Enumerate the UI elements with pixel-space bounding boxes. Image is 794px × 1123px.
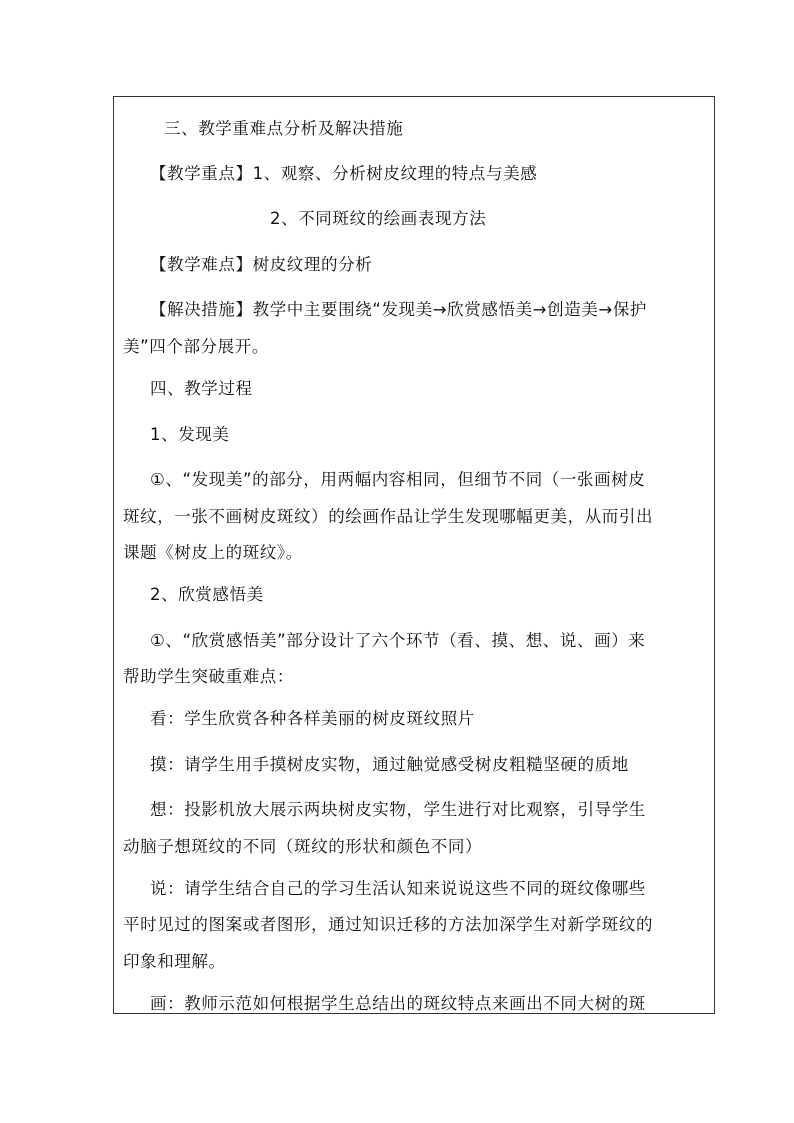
activity-speak-line-2: 平时见过的图案或者图形，通过知识迁移的方法加深学生对新学斑纹的 — [123, 915, 654, 934]
section-heading-key-points: 三、教学重难点分析及解决措施 — [164, 119, 404, 138]
activity-think-line-1: 想：投影机放大展示两块树皮实物，学生进行对比观察，引导学生 — [150, 800, 646, 819]
document-body — [114, 97, 715, 1014]
step-heading-discover: 1、发现美 — [150, 425, 230, 444]
discover-paragraph-line-2: 斑纹，一张不画树皮斑纹）的绘画作品让学生发现哪幅更美，从而引出 — [123, 507, 654, 526]
teaching-difficulty: 【教学难点】树皮纹理的分析 — [150, 255, 373, 274]
document-frame — [113, 96, 715, 1014]
step-heading-appreciate: 2、欣赏感悟美 — [150, 585, 264, 604]
activity-draw-line-1: 画：教师示范如何根据学生总结出的斑纹特点来画出不同大树的斑 — [150, 994, 646, 1013]
teaching-focus-1: 【教学重点】1、观察、分析树皮纹理的特点与美感 — [150, 164, 538, 183]
activity-think-line-2: 动脑子想斑纹的不同（斑纹的形状和颜色不同） — [123, 837, 483, 856]
solution-measures-line-1: 【解决措施】教学中主要围绕“发现美→欣赏感悟美→创造美→保护 — [150, 300, 648, 319]
activity-touch: 摸：请学生用手摸树皮实物，通过触觉感受树皮粗糙坚硬的质地 — [150, 755, 629, 774]
activity-look: 看：学生欣赏各种各样美丽的树皮斑纹照片 — [150, 709, 475, 728]
solution-measures-line-2: 美”四个部分展开。 — [123, 337, 269, 356]
discover-paragraph-line-1: ①、“发现美”的部分，用两幅内容相同，但细节不同（一张画树皮 — [150, 470, 646, 489]
section-heading-process: 四、教学过程 — [150, 379, 253, 398]
activity-speak-line-3: 印象和理解。 — [123, 952, 226, 971]
teaching-focus-2: 2、不同斑纹的绘画表现方法 — [270, 209, 487, 228]
activity-speak-line-1: 说：请学生结合自己的学习生活认知来说说这些不同的斑纹像哪些 — [150, 879, 646, 898]
appreciate-paragraph-line-1: ①、“欣赏感悟美”部分设计了六个环节（看、摸、想、说、画）来 — [150, 631, 646, 650]
discover-paragraph-line-3: 课题《树皮上的斑纹》。 — [123, 543, 303, 562]
appreciate-paragraph-line-2: 帮助学生突破重难点： — [123, 667, 294, 686]
